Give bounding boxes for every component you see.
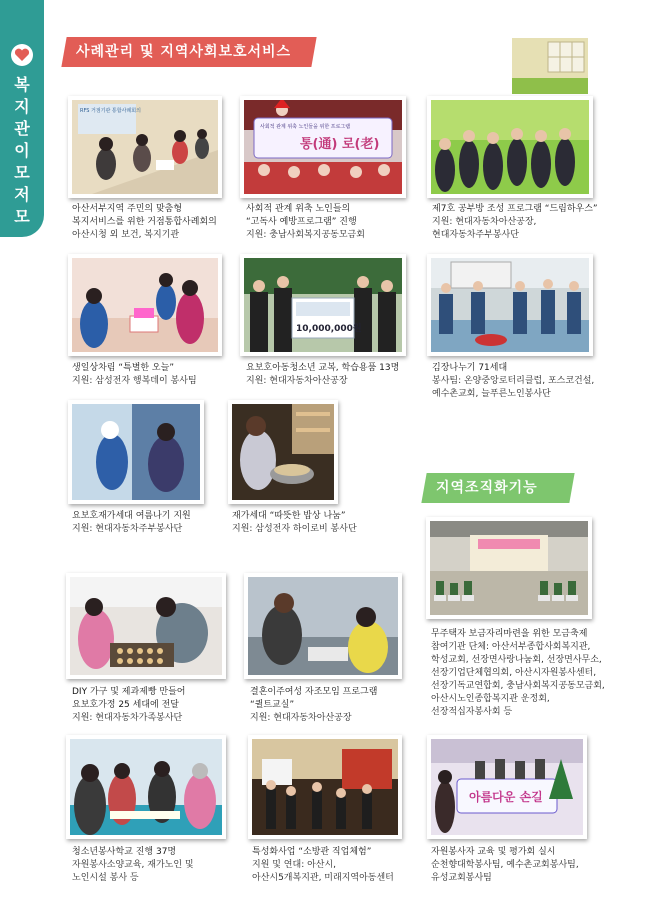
program-board-text: 사회적 관계 위축 노인들을 위한 프로그램 — [260, 124, 351, 130]
section-title-case: 사례관리 및 지역사회보호서비스 — [76, 44, 292, 60]
caption-festival — [431, 628, 605, 719]
photo-volunteer-training — [427, 735, 587, 839]
side-tab-label: 복지관 이모저모 — [14, 75, 30, 226]
caption-line: 생일상차림 “특별한 오늘” — [72, 363, 174, 373]
caption-line: 결혼이주여성 자조모임 프로그램 — [250, 687, 378, 697]
caption-line: 선장적십자봉사회 등 — [431, 707, 513, 717]
meeting-screen-text: RFS 거점기관 통합사례회의 — [80, 108, 141, 114]
section-banner-case — [61, 37, 316, 67]
caption-line: 지원: 삼성전자 하이로비 봉사단 — [232, 524, 357, 534]
photo-kimchi — [427, 254, 593, 356]
caption-line: 아산시노인종합복지관 운정회, — [431, 694, 550, 704]
caption-birthday — [72, 362, 197, 388]
caption-line: 지원: 현대자동차아산공장, — [432, 217, 537, 227]
photo-elderly-program — [240, 96, 406, 198]
caption-line: 순천향대학봉사팀, 예수촌교회봉사팀, — [431, 860, 579, 870]
caption-youth-volunteer — [72, 846, 194, 885]
caption-line: 유성교회봉사팀 — [431, 873, 492, 883]
caption-elderly-program — [246, 203, 365, 242]
donation-check-amount: 10,000,000원 — [296, 324, 362, 334]
caption-line: 청소년봉사학교 진행 37명 — [72, 847, 177, 857]
caption-line: 제7호 공부방 조성 프로그램 “드림하우스” — [432, 204, 598, 214]
caption-volunteer-training — [431, 846, 579, 885]
photo-scholarship — [240, 254, 406, 356]
caption-line: 선장기업단체협의회, 아산시자원봉사센터, — [431, 668, 597, 678]
caption-fire-station — [252, 846, 394, 885]
caption-quilt — [250, 686, 377, 725]
caption-line: 아산시5개복지관, 미래지역아동센터 — [252, 873, 394, 883]
section-banner-community — [421, 473, 574, 503]
caption-line: “퀼트교실” — [250, 700, 295, 710]
caption-baking — [72, 686, 185, 725]
side-tab — [0, 0, 44, 237]
caption-line: 무주택자 보금자리마련을 위한 모금축제 — [431, 629, 588, 639]
photo-meeting — [68, 96, 222, 198]
caption-line: DIY 가구 및 제과제빵 만들어 — [72, 687, 186, 697]
caption-line: 지원: 충남사회복지공동모금회 — [246, 230, 365, 240]
caption-line: 지원 및 연대: 아산시, — [252, 860, 337, 870]
photo-birthday — [68, 254, 222, 356]
caption-line: 예수촌교회, 늘푸른노인봉사단 — [432, 389, 551, 399]
caption-line: 재가세대 “따뜻한 밥상 나눔” — [232, 511, 346, 521]
photo-fire-station — [248, 735, 402, 839]
caption-summer — [72, 510, 191, 536]
section-title-community: 지역조직화기능 — [436, 480, 538, 496]
heart-icon — [11, 44, 33, 66]
photo-festival — [426, 517, 592, 619]
caption-line: 참여기관 단체: 아산서부종합사회복지관, — [431, 642, 591, 652]
photo-youth-volunteer — [66, 735, 226, 839]
caption-line: 지원: 현대자동차가족봉사단 — [72, 713, 183, 723]
caption-line: 봉사팀: 온양중앙로터리클럽, 포스코건설, — [432, 376, 595, 386]
caption-line: 아산시청 외 보건, 복지기관 — [72, 230, 180, 240]
photo-quilt — [244, 573, 402, 679]
caption-dream-house — [432, 203, 598, 242]
photo-meal — [228, 400, 338, 504]
caption-line: 김장나누기 71세대 — [432, 363, 508, 373]
caption-line: 요보호아동청소년 교복, 학습용품 13명 — [246, 363, 400, 373]
caption-meeting — [72, 203, 217, 242]
caption-line: 요보호가정 25 세대에 전달 — [72, 700, 179, 710]
caption-line: 아산서부지역 주민의 맞춤형 — [72, 204, 183, 214]
caption-meal — [232, 510, 357, 536]
program-board-title: 통(通) 로(老) — [300, 137, 380, 152]
caption-line: 자원봉사소양교육, 재가노인 및 — [72, 860, 194, 870]
caption-line: 자원봉사자 교육 및 평가회 실시 — [431, 847, 556, 857]
caption-line: 복지서비스를 위한 거점통합사례회의 — [72, 217, 217, 227]
caption-line: 지원: 현대자동차아산공장 — [250, 713, 352, 723]
caption-line: 지원: 현대자동차아산공장 — [246, 376, 348, 386]
caption-line: 노인시설 봉사 등 — [72, 873, 139, 883]
caption-line: 현대자동차주부봉사단 — [432, 230, 519, 240]
caption-line: 특성화사업 “소방관 직업체험” — [252, 847, 372, 857]
photo-dream-house — [427, 96, 593, 198]
caption-line: 학성교회, 선장면사랑나눔회, 선장면사무소, — [431, 655, 602, 665]
caption-line: “고독사 예방프로그램” 진행 — [246, 217, 357, 227]
caption-line: 사회적 관계 위축 노인들의 — [246, 204, 351, 214]
caption-line: 지원: 삼성전자 행복데이 봉사팀 — [72, 376, 197, 386]
training-banner-text: 아름다운 손길 — [469, 790, 543, 804]
photo-summer — [68, 400, 204, 504]
caption-line: 지원: 현대자동차주부봉사단 — [72, 524, 183, 534]
photo-baking — [66, 573, 226, 679]
caption-line: 요보호재가세대 여름나기 지원 — [72, 511, 191, 521]
caption-kimchi — [432, 362, 594, 401]
caption-line: 선장기독교연합회, 충남사회복지공동모금회, — [431, 681, 605, 691]
caption-scholarship — [246, 362, 399, 388]
shelf-photo — [512, 38, 588, 94]
